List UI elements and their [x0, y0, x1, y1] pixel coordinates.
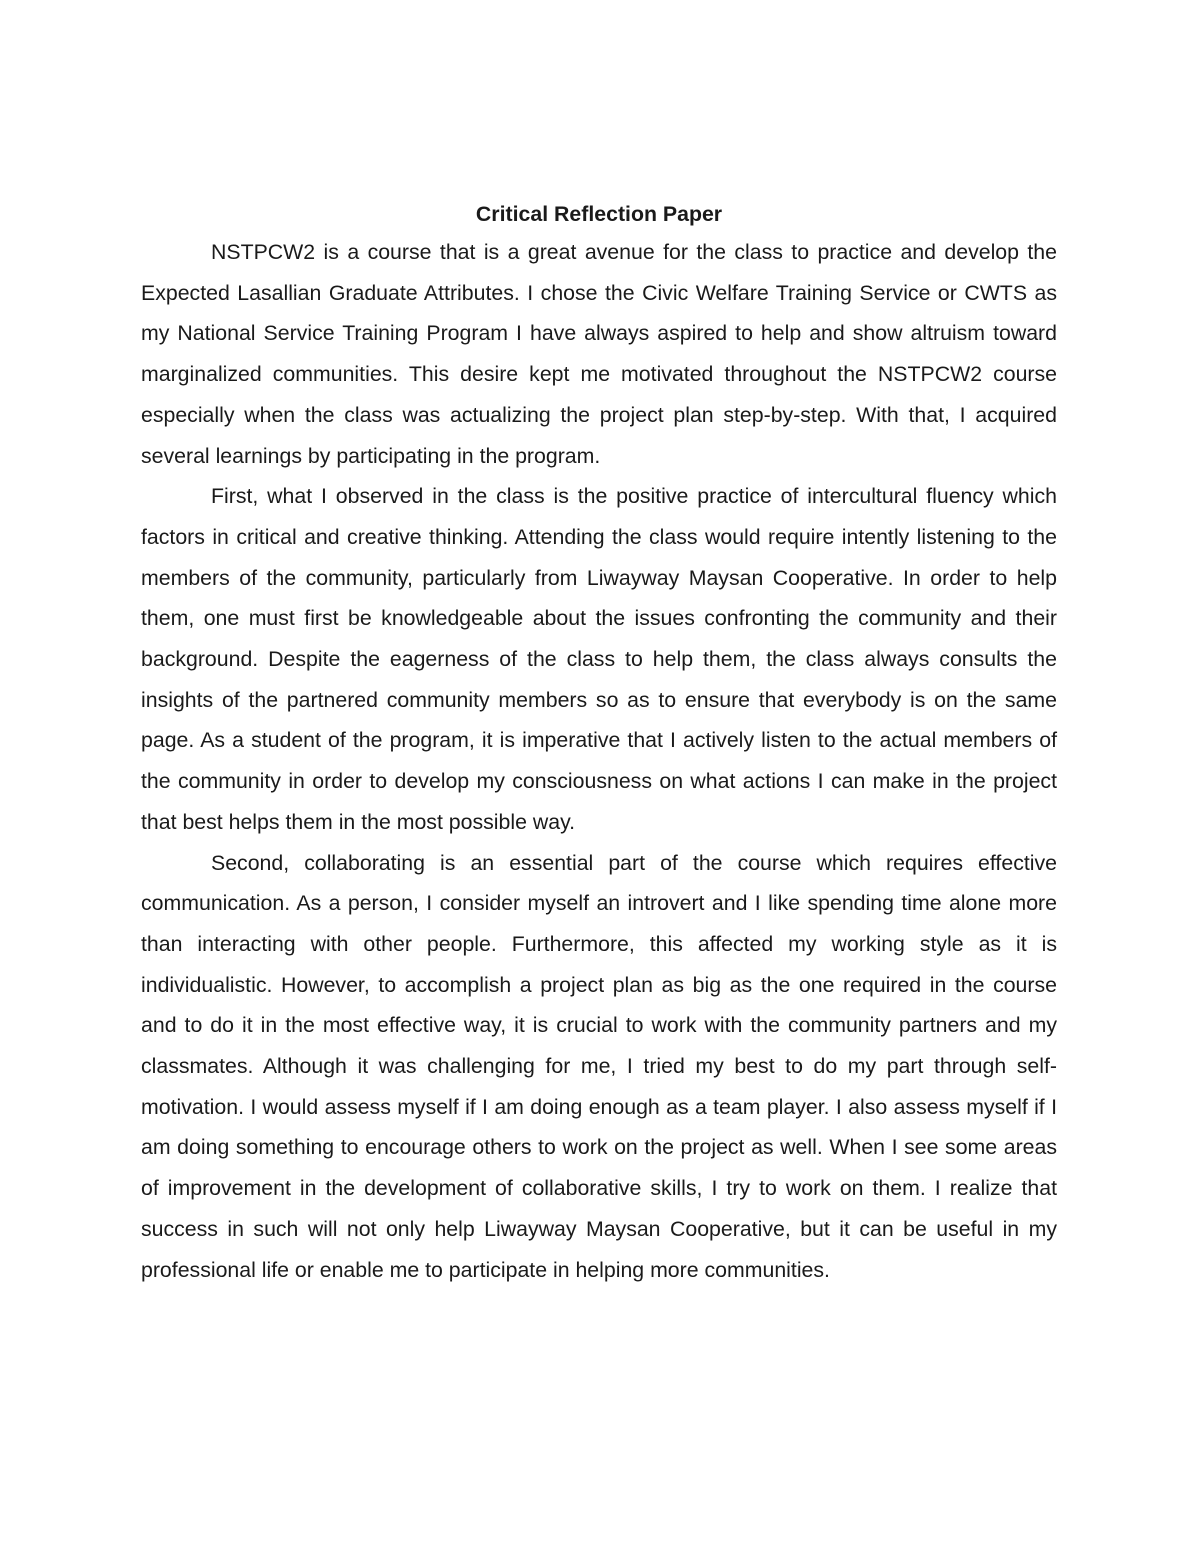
paragraph-intro: NSTPCW2 is a course that is a great avenue for the class to practice and develop the Expected Lasallian Graduate Attributes. I chose the Civic Welfare Training Service or CWTS as my National Service Training Program I have always aspired to help and show altruism toward marginalized communities. This desire kept me motivated throughout the NSTPCW2 course especially when the class was actualizing the project plan step-by-step. With that, I acquired several learnings by participating in the program. — [141, 240, 1057, 468]
paragraph-second-learning: Second, collaborating is an essential part of the course which requires effective communication. As a person, I consider myself an introvert and I like spending time alone more than interacting with other people. Furthermore, this affected my working style as it is individualistic. However, to accomplish a project plan as big as the one required in the course and to do it in the most effective way, it is crucial to work with the community partners and my classmates. Although it was challenging for me, I tried my best to do my part through self-motivation. I would assess myself if I am doing enough as a team player. I also assess myself if I am doing something to encourage others to work on the project as well. When I see some areas of improvement in the development of collaborative skills, I try to work on them. I realize that success in such will not only help Liwayway Maysan Cooperative, but it can be useful in my professional life or enable me to participate in helping more communities. — [141, 850, 1057, 1282]
paragraph-first-learning: First, what I observed in the class is the positive practice of intercultural fluency which factors in critical and creative thinking. Attending the class would require intently listening to the members of the community, particularly from Liwayway Maysan Cooperative. In order to help them, one must first be knowledgeable about the issues confronting the community and their background. Despite the eagerness of the class to help them, the class always consults the insights of the partnered community members so as to ensure that everybody is on the same page. As a student of the program, it is imperative that I actively listen to the actual members of the community in order to develop my consciousness on what actions I can make in the project that best helps them in the most possible way. — [141, 484, 1057, 834]
document-body — [141, 196, 1057, 1290]
document-title: Critical Reflection Paper — [475, 202, 723, 226]
